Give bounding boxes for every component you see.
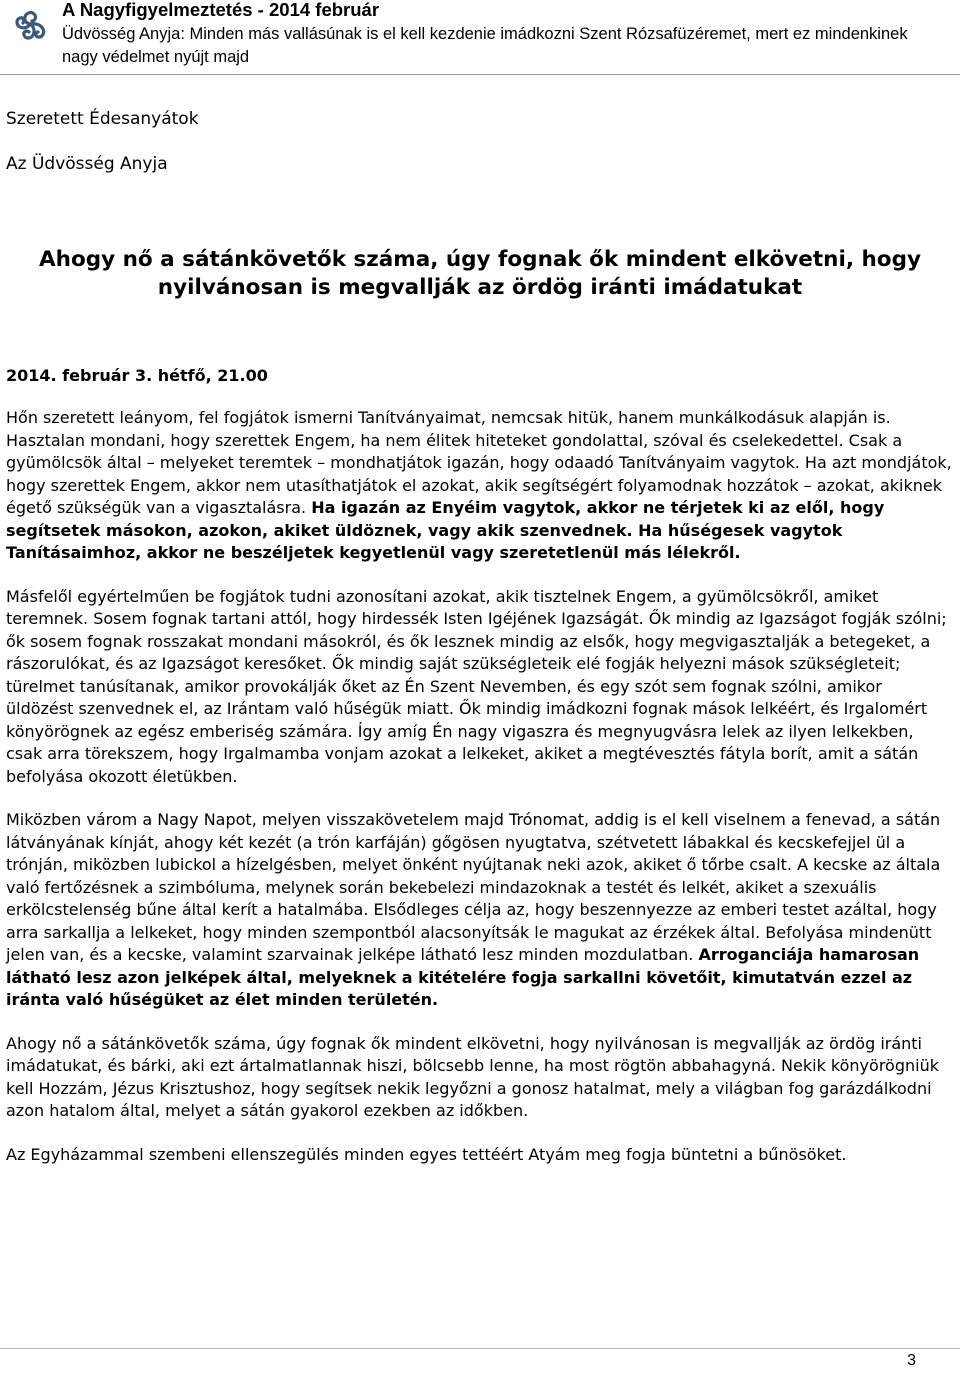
paragraph-4-text: Ahogy nő a sátánkövetők száma, úgy fognak ők mindent elkövetni, hogy nyilvánosan is megvallják az ördög iránti imádatukat, és bárki, aki ezt ártalmatlannak hiszi, bölcsebb lenne, ha most rögtön abbahagyná. Nekik könyörögniük kell Hozzám, Jézus Krisztushoz, hogy segítsek nekik legyőzni a gonosz hatalmat, mely a világban fog garázdálkodni azon hatalom által, melyet a sátán gyakorol ezekben az időkben. [6, 1033, 939, 1120]
message-date: 2014. február 3. hétfő, 21.00 [6, 366, 268, 385]
signature: Az Üdvösség Anyja [6, 154, 168, 174]
paragraph-4 [6, 1033, 954, 1123]
paragraph-1 [6, 407, 954, 565]
header-divider [0, 74, 960, 75]
paragraph-2 [6, 586, 954, 789]
document-header [0, 0, 960, 74]
message-title: Ahogy nő a sátánkövetők száma, úgy fognak ők mindent elkövetni, hogy nyilvánosan is megvallják az ördög iránti imádatukat [39, 247, 921, 300]
salutation: Szeretett Édesanyátok [6, 109, 199, 129]
header-title: A Nagyfigyelmeztetés - 2014 február [62, 0, 380, 20]
page-number: 3 [907, 1352, 916, 1369]
paragraph-2-text: Másfelől egyértelműen be fogjátok tudni azonosítani azokat, akik tisztelnek Engem, a gyümölcsökről, amiket teremnek. Sosem fognak tartani attól, hogy hirdessék Isten Igéjének Igazságát. Ők mindig az Igazságot fogják szólni; ők sosem fognak rosszakat mondani másokról, és ők lesznek mindig az elsők, hogy megvigasztalják a betegeket, a rászorulókat, és az Igazságot keresőket. Ők mindig saját szükségleteik elé fogják helyezni mások szükségleteit; türelmet tanúsítanak, amikor provokálják őket az Én Szent Nevemben, és egy szót sem fognak szólni, amikor üldözést szenvednek el, az Irántam való hűségük miatt. Ők mindig imádkozni fognak mások lelkéért, és Irgalomért könyörögnek az egész emberiség számára. Így amíg Én nagy vigaszra és megnyugvásra lelek az ilyen lelkekben, csak arra törekszem, hogy Irgalmamba vonjam azokat a lelkeket, akiket a megtévesztés fátyla borít, amit a sátán befolyása okozott életükben. [6, 586, 947, 786]
paragraph-1-text: Hőn szeretett leányom, fel fogjátok ismerni Tanítványaimat, nemcsak hitük, hanem munkálkodásuk alapján is. Hasztalan mondani, hogy szerettek Engem, ha nem élitek hiteteket gondolattal, szóval és cselekedettel. Csak a gyümölcsök által – melyeket teremtek – mondhatjátok igazán, hogy odaadó Tanítványaim vagytok. Ha azt mondjátok, hogy szerettek Engem, akkor nem utasíthatjátok el azokat, akik segítségért folyamodnak hozzátok – azokat, akiknek égető szükségük van a vigasztalásra. [6, 408, 952, 517]
header-subtitle: Üdvösség Anyja: Minden más vallásúnak is el kell kezdenie imádkozni Szent Rózsafüzéremet, mert ez mindenkinek nagy védelmet nyújt majd [62, 25, 908, 66]
paragraph-3 [6, 809, 954, 1012]
paragraph-5 [6, 1144, 954, 1167]
message-body [6, 108, 954, 1166]
triple-spiral-icon [8, 2, 54, 48]
paragraph-1-bold: Ha igazán az Enyéim vagytok, akkor ne térjetek ki az elől, hogy segítsetek másokon, azokon, akiket üldöznek, vagy akik szenvednek. Ha hűségesek vagytok Tanításaimhoz, akkor ne beszéljetek kegyetlenül vagy szeretetlenül más lélekről. [6, 498, 885, 562]
footer-divider [0, 1348, 960, 1349]
paragraph-3-text: Miközben várom a Nagy Napot, melyen visszakövetelem majd Trónomat, addig is el kell viselnem a fenevad, a sátán látványának kínját, ahogy két kezét (a trón karfáján) gőgösen nyugtatva, szétvetett lábakkal és kecskefejjel ül a trónján, miközben lubickol a hízelgésben, melyet önként nyújtanak neki azok, akiket ő tőrbe csalt. A kecske az általa való fertőzésnek a szimbóluma, melynek során bekebelezi mindazoknak a testét és lelkét, akiket a szexuális erkölcstelenség bűne által kerít a hatalmába. Elsődleges célja az, hogy beszennyezze az emberi testet azáltal, hogy arra sarkallja a lelkeket, hogy minden szempontból alacsonyítsák le magukat az érzékek által. Befolyása mindenütt jelen van, és a kecske, valamint szarvainak jelképe látható lesz minden mozdulatban. [6, 810, 941, 964]
paragraph-3-bold: Arroganciája hamarosan látható lesz azon jelképek által, melyeknek a kitételére fogja sarkallni követőit, kimutatván ezzel az iránta való hűségüket az élet minden területén. [6, 945, 920, 1009]
paragraph-5-text: Az Egyházammal szembeni ellenszegülés minden egyes tettéért Atyám meg fogja büntetni a bűnösöket. [6, 1144, 847, 1164]
